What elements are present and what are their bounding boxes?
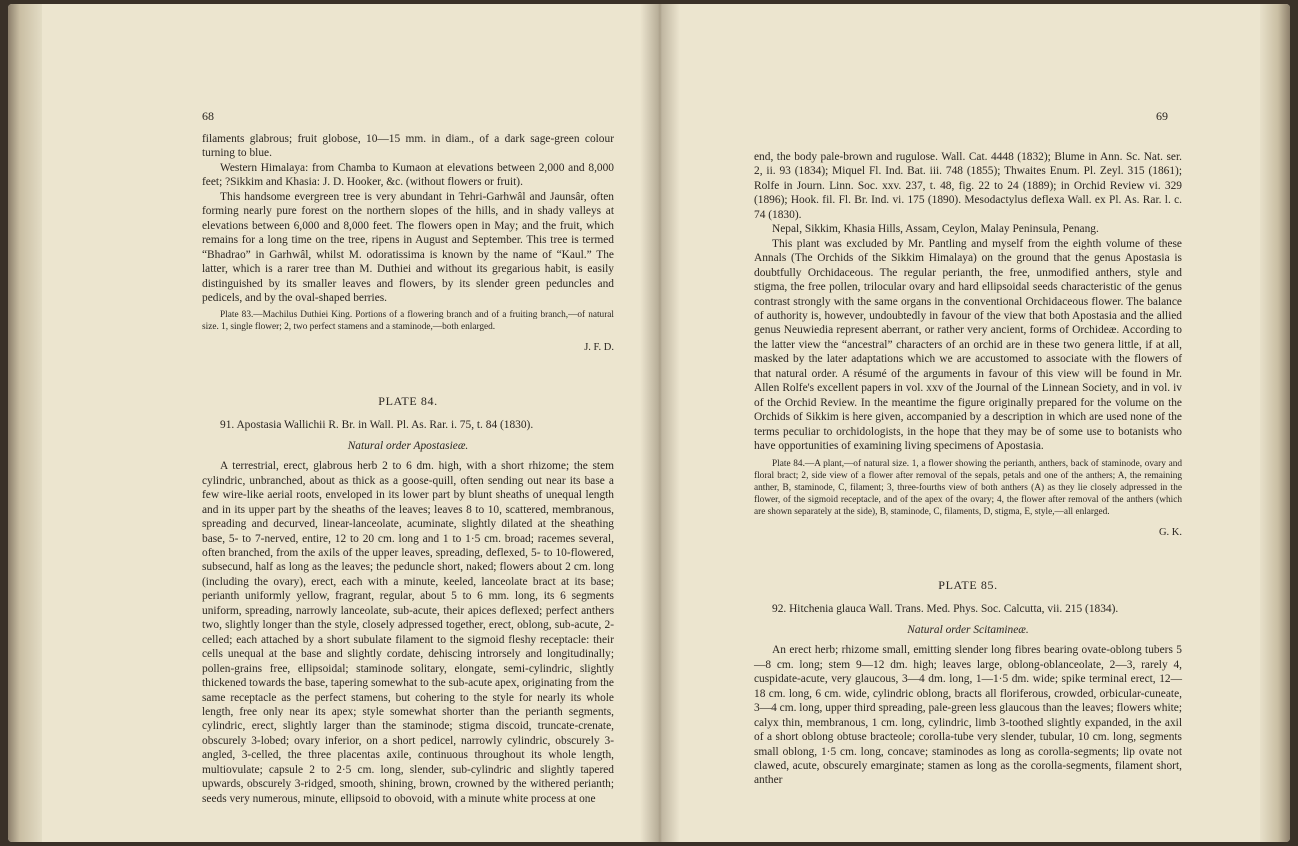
right-page <box>754 150 1182 788</box>
page-number-right: 69 <box>1156 109 1168 123</box>
natural-order: Natural order Apostasieæ. <box>347 439 469 452</box>
paragraph: filaments glabrous; fruit globose, 10—15 mm. in diam., of a dark sage-green colour turning to blue. <box>202 133 614 160</box>
species-citation: 92. Hitchenia glauca Wall. Trans. Med. Phys. Soc. Calcutta, vii. 215 (1834). <box>772 603 1119 616</box>
species-description: A terrestrial, erect, glabrous herb 2 to 6 dm. high, with a short rhizome; the stem cylindric, unbranched, about as thick as a goose-quill, often sending out near its base a few wire-like aerial roots, enveloped in its lower part by blunt sheaths of unequal length and in its upper part by the sheaths of the leaves; leaves 8 to 10, scattered, membranous, spreading and decurved, linear-lanceolate, acuminate, slightly dilated at the sheathing base, 5- to 7-nerved, entire, 12 to 20 cm. long and 1 to 1·5 cm. broad; racemes several, often branched, from the axils of the upper leaves, spreading, deflexed, 5- to 10-flowered, subsecund, half as long as the leaves; the peduncle short, naked; flowers about 2 cm. long (including the ovary), erect, each with a minute, keeled, lanceolate bract at its base; perianth uniformly yellow, fragrant, regular, about 5 to 6 mm. long, its 6 segments uniform, spreading, narrowly lanceolate, sub-acute, their apices deflexed; perfect anthers two, slightly longer than the style, closely adpressed together, erect, oblong, sub-acute, 2-celled; each attached by a short subulate filament to the sigmoid fleshy receptacle: their cells unequal at the base and slightly cordate, dehiscing introrsely and longitudinally; pollen-grains free, ellipsoidal; staminode solitary, elongate, semi-cylindric, slightly thickened towards the base, tapering somewhat to the sub-acute apex, originating from the same receptacle as the perfect stamens, but cohering to the style for nearly its whole length, free only near its apex; style somewhat shorter than the perianth segments, cylindric, erect, slightly larger than the staminode; stigma discoid, truncate-crenate, obscurely 3-lobed; ovary inferior, on a short pedicel, narrowly cylindric, obscurely 3-angled, 3-celled, the three placentas axile, continuous throughout its whole length, multiovulate; capsule 2 to 2·5 cm. long, slender, sub-cylindric and slightly tapered upwards, obscurely 3-ridged, smooth, shining, brown, crowned by the withered perianth; seeds very numerous, minute, ellipsoid to obovoid, with a minute white process at one <box>202 460 614 805</box>
author-signature: G. K. <box>1158 526 1182 538</box>
plate-heading: PLATE 84. <box>378 393 438 408</box>
book-gutter <box>640 4 680 842</box>
page-edge-right <box>1260 4 1290 842</box>
paragraph: This handsome evergreen tree is very abundant in Tehri-Garhwâl and Jaunsâr, often forming nearly pure forest on the northern slopes of the hills, and in shady valleys at elevations between 6,000 and 8,000 feet. The flowers open in May; and the fruit, which remains for a long time on the tree, ripens in August and September. This tree is termed “Bhadrao” in Garhwâl, whilst M. odoratissima is known by the name of “Kaul.” The latter, which is a rarer tree than M. Duthiei and without its gregarious habit, is easily distinguished by its smaller leaves and flowers, by its slender green peduncles and pedicels, and by the oval-shaped berries. <box>202 190 614 304</box>
paragraph: This plant was excluded by Mr. Pantling and myself from the eighth volume of these Annals (The Orchids of the Sikkim Himalaya) on the ground that the genus Apostasia is doubtfully Orchidaceous. The regular perianth, the free, unmodified anthers, style and stigma, the free pollen, trilocular ovary and hard ellipsoidal seeds characteristic of the genus contrast strongly with the same organs in the conventional Orchidaceous flower. The balance of authority is, however, undoubtedly in favour of the view that both Apostasia and the allied genus Neuwiedia represent aberrant, or rather very ancient, forms of Orchideæ. According to the latter view the “ancestral” characters of an orchid are in these two genera little, if at all, masked by the later adaptations which we are accustomed to associate with the flowers of that natural order. A résumé of the arguments in favour of this view will be found in Mr. Allen Rolfe's excellent papers in vol. xxv of the Journal of the Linnean Society, and in vol. iv of the Orchid Review. In the meantime the figure originally prepared for the volume on the Orchids of Sikkim is here given, accompanied by a description in which are used none of the terms peculiar to orchidologists, in the hope that they may be of some use to botanists who have opportunities of examining living specimens of Apostasia. <box>754 237 1182 453</box>
plate-caption: Plate 83.—Machilus Duthiei King. Portions of a flowering branch and of a fruiting branch,—of natural size. 1, single flower; 2, two perfect stamens and a staminode,—both enlarged. <box>202 310 614 333</box>
page-edge-left <box>8 4 42 842</box>
left-page <box>202 132 614 806</box>
species-citation: 91. Apostasia Wallichii R. Br. in Wall. Pl. As. Rar. i. 75, t. 84 (1830). <box>220 419 534 432</box>
species-description: An erect herb; rhizome small, emitting slender long fibres bearing ovate-oblong tubers 5—8 cm. long; stem 9—12 dm. high; leaves large, oblong-oblanceolate, 2—3, rarely 4, cuspidate-acute, very glaucous, 3—4 dm. long, 1—1·5 dm. wide; spike terminal erect, 12—18 cm. long, 6 cm. wide, cylindric oblong, bracts all floriferous, crowded, orbicular-cuneate, 3—4 cm. long, upper third spreading, pale-green less glaucous than the leaves; flowers white; calyx thin, membranous, 1 cm. long, cylindric, limb 3-toothed slightly expanded, in the axil of a short oblong obtuse bracteole; corolla-tube very slender, tubular, 10 cm. long, segments small oblong, 1·5 cm. long, concave; staminodes as long as corolla-segments; lip ovate not clawed, acute, obscurely emarginate; stamen as long as the corolla-segments, filament short, anther <box>754 644 1182 787</box>
book-spread <box>8 4 1290 842</box>
paragraph: Nepal, Sikkim, Khasia Hills, Assam, Ceylon, Malay Peninsula, Penang. <box>772 223 1099 236</box>
author-signature: J. F. D. <box>584 342 614 354</box>
paragraph: end, the body pale-brown and rugulose. Wall. Cat. 4448 (1832); Blume in Ann. Sc. Nat. ser. 2, ii. 93 (1834); Miquel Fl. Ind. Bat. iii. 748 (1855); Thwaites Enum. Pl. Zeyl. 315 (1861); Rolfe in Journ. Linn. Soc. xxv. 237, t. 48, fig. 22 to 24 (1889); in Orchid Review vi. 329 (1896); Hook. fil. Fl. Br. Ind. vi. 175 (1890). Mesodactylus deflexa Wall. ex Pl. As. Rar. l. c. 74 (1830). <box>754 151 1182 221</box>
natural-order: Natural order Scitamineæ. <box>907 623 1029 636</box>
plate-caption: Plate 84.—A plant,—of natural size. 1, a flower showing the perianth, anthers, back of staminode, ovary and floral bract; 2, side view of a flower after removal of the sepals, petals and one of the anthers; A, the remaining anther, B, staminode, C, filament; 3, three-fourths view of both anthers (A) as they lie closely adpressed in the flower, of the sigmoid receptacle, and of the apex of the ovary; 4, the flower after removal of the anthers (which are shown separately at the side), B, staminode, C, filaments, D, stigma, E, style,—all enlarged. <box>754 458 1182 517</box>
page-number-left: 68 <box>202 109 214 123</box>
paragraph: Western Himalaya: from Chamba to Kumaon at elevations between 2,000 and 8,000 feet; ?Sikkim and Khasia: J. D. Hooker, &c. (without flowers or fruit). <box>202 161 614 189</box>
plate-heading: PLATE 85. <box>938 577 998 592</box>
